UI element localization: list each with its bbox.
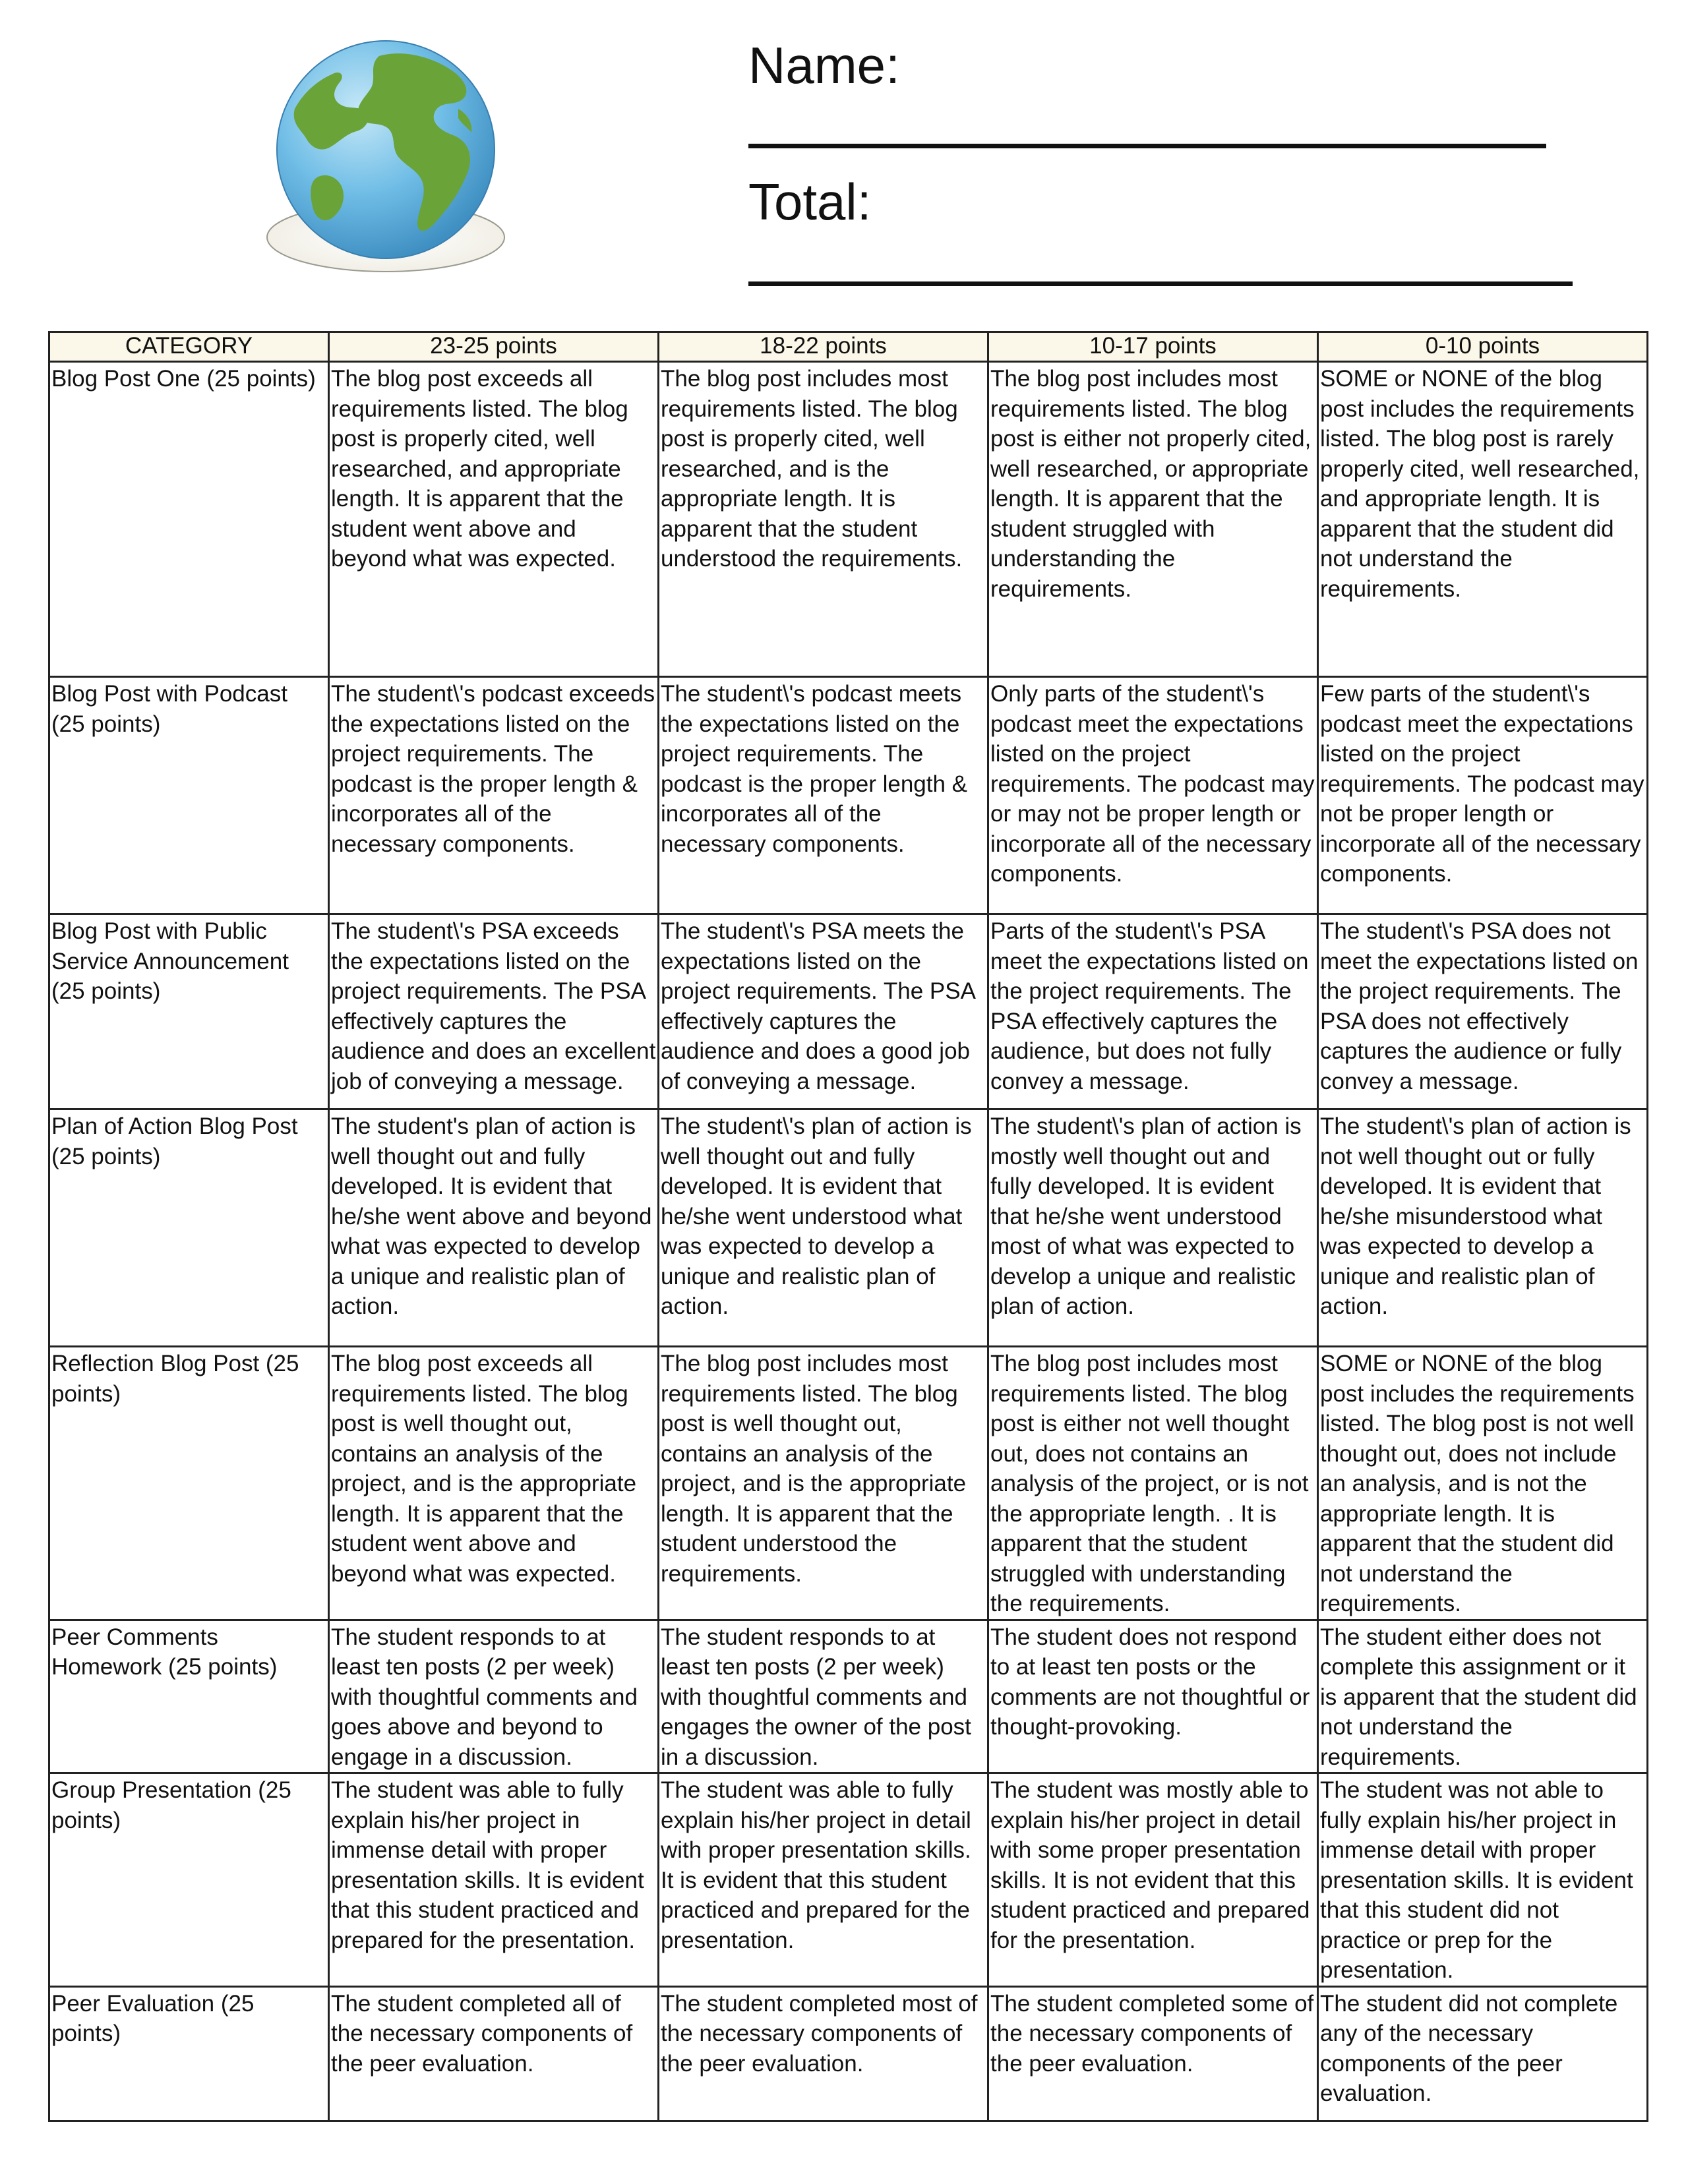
total-label: Total: (748, 173, 872, 231)
criteria-cell: The student\'s PSA exceeds the expectations listed on the project requirements. The PSA effectively captures the audience and does an excellent job of conveying a message. (329, 914, 659, 1109)
table-row (49, 1986, 1648, 2121)
column-header: 23-25 points (329, 332, 659, 362)
category-cell: Peer Evaluation (25 points) (49, 1986, 329, 2121)
table-row (49, 1620, 1648, 1773)
criteria-cell: The student was not able to fully explain his/her project in immense detail with proper presentation skills. It is evident that this student did not practice or prep for the presentation. (1318, 1773, 1648, 1987)
criteria-cell: The student was able to fully explain his/her project in immense detail with proper presentation skills. It is evident that this student practiced and prepared for the presentation. (329, 1773, 659, 1987)
table-row (49, 362, 1648, 677)
criteria-cell: SOME or NONE of the blog post includes the requirements listed. The blog post is rarely properly cited, well researched, and appropriate length. It is apparent that the student did not understand the requirements. (1318, 362, 1648, 677)
criteria-cell: The student responds to at least ten posts (2 per week) with thoughtful comments and engages the owner of the post in a discussion. (659, 1620, 988, 1773)
criteria-cell: The student's plan of action is well thought out and fully developed. It is evident that he/she went above and beyond what was expected to develop a unique and realistic plan of action. (329, 1109, 659, 1347)
column-header: 10-17 points (988, 332, 1318, 362)
criteria-cell: The student completed most of the necessary components of the peer evaluation. (659, 1986, 988, 2121)
criteria-cell: The blog post includes most requirements listed. The blog post is well thought out, contains an analysis of the project, and is the appropriate length. It is apparent that the student understood the requirements. (659, 1347, 988, 1620)
criteria-cell: The blog post includes most requirements listed. The blog post is properly cited, well researched, and is the appropriate length. It is apparent that the student understood the requirements. (659, 362, 988, 677)
criteria-cell: The student was mostly able to explain his/her project in detail with some proper presentation skills. It is not evident that this student practiced and prepared for the presentation. (988, 1773, 1318, 1987)
criteria-cell: Few parts of the student\'s podcast meet the expectations listed on the project requirements. The podcast may not be proper length or incorporate all of the necessary components. (1318, 677, 1648, 914)
table-row (49, 1347, 1648, 1620)
criteria-cell: The student was able to fully explain his/her project in detail with proper presentation skills. It is evident that this student practiced and prepared for the presentation. (659, 1773, 988, 1987)
criteria-cell: The student\'s plan of action is not well thought out or fully developed. It is evident that he/she misunderstood what was expected to develop a unique and realistic plan of action. (1318, 1109, 1648, 1347)
column-header: 0-10 points (1318, 332, 1648, 362)
category-cell: Blog Post with Public Service Announcement (25 points) (49, 914, 329, 1109)
criteria-cell: The student\'s podcast exceeds the expectations listed on the project requirements. The podcast is the proper length & incorporates all of the necessary components. (329, 677, 659, 914)
table-row (49, 677, 1648, 914)
category-cell: Blog Post with Podcast (25 points) (49, 677, 329, 914)
table-row (49, 1773, 1648, 1987)
category-cell: Blog Post One (25 points) (49, 362, 329, 677)
name-label: Name: (748, 36, 900, 94)
criteria-cell: SOME or NONE of the blog post includes the requirements listed. The blog post is not well thought out, does not include an analysis, and is not the appropriate length. It is apparent that the student did not understand the requirements. (1318, 1347, 1648, 1620)
criteria-cell: The student\'s plan of action is well thought out and fully developed. It is evident that he/she went understood what was expected to develop a unique and realistic plan of action. (659, 1109, 988, 1347)
table-row (49, 914, 1648, 1109)
globe-icon (260, 36, 511, 280)
criteria-cell: The blog post exceeds all requirements listed. The blog post is well thought out, contains an analysis of the project, and is the appropriate length. It is apparent that the student went above and beyond what was expected. (329, 1347, 659, 1620)
rubric-table (48, 331, 1648, 2122)
name-blank-line[interactable] (748, 144, 1546, 148)
criteria-cell: The blog post exceeds all requirements listed. The blog post is properly cited, well researched, and appropriate length. It is apparent that the student went above and beyond what was expected. (329, 362, 659, 677)
criteria-cell: The blog post includes most requirements listed. The blog post is either not properly cited, well researched, or appropriate length. It is apparent that the student struggled with understanding the requirements. (988, 362, 1318, 677)
category-cell: Reflection Blog Post (25 points) (49, 1347, 329, 1620)
criteria-cell: The student\'s plan of action is mostly well thought out and fully developed. It is evident that he/she went understood most of what was expected to develop a unique and realistic plan of action. (988, 1109, 1318, 1347)
criteria-cell: The blog post includes most requirements listed. The blog post is either not well thought out, does not contains an analysis of the project, or is not the appropriate length. . It is apparent that the student struggled with understanding the requirements. (988, 1347, 1318, 1620)
criteria-cell: The student completed some of the necessary components of the peer evaluation. (988, 1986, 1318, 2121)
category-cell: Plan of Action Blog Post (25 points) (49, 1109, 329, 1347)
total-blank-line[interactable] (748, 281, 1573, 286)
student-info (748, 36, 1579, 286)
criteria-cell: The student did not complete any of the necessary components of the peer evaluation. (1318, 1986, 1648, 2121)
header-row (49, 332, 1648, 362)
criteria-cell: The student completed all of the necessary components of the peer evaluation. (329, 1986, 659, 2121)
criteria-cell: The student responds to at least ten posts (2 per week) with thoughtful comments and goes above and beyond to engage in a discussion. (329, 1620, 659, 1773)
criteria-cell: The student\'s PSA meets the expectations listed on the project requirements. The PSA effectively captures the audience and does a good job of conveying a message. (659, 914, 988, 1109)
category-cell: Group Presentation (25 points) (49, 1773, 329, 1987)
column-header: 18-22 points (659, 332, 988, 362)
table-row (49, 1109, 1648, 1347)
criteria-cell: Only parts of the student\'s podcast meet the expectations listed on the project requirements. The podcast may or may not be proper length or incorporate all of the necessary components. (988, 677, 1318, 914)
criteria-cell: The student either does not complete this assignment or it is apparent that the student did not understand the requirements. (1318, 1620, 1648, 1773)
criteria-cell: The student\'s PSA does not meet the expectations listed on the project requirements. The PSA does not effectively captures the audience or fully convey a message. (1318, 914, 1648, 1109)
criteria-cell: The student\'s podcast meets the expectations listed on the project requirements. The podcast is the proper length & incorporates all of the necessary components. (659, 677, 988, 914)
category-cell: Peer Comments Homework (25 points) (49, 1620, 329, 1773)
criteria-cell: The student does not respond to at least ten posts or the comments are not thoughtful or thought-provoking. (988, 1620, 1318, 1773)
criteria-cell: Parts of the student\'s PSA meet the expectations listed on the project requirements. The PSA effectively captures the audience, but does not fully convey a message. (988, 914, 1318, 1109)
column-header: CATEGORY (49, 332, 329, 362)
